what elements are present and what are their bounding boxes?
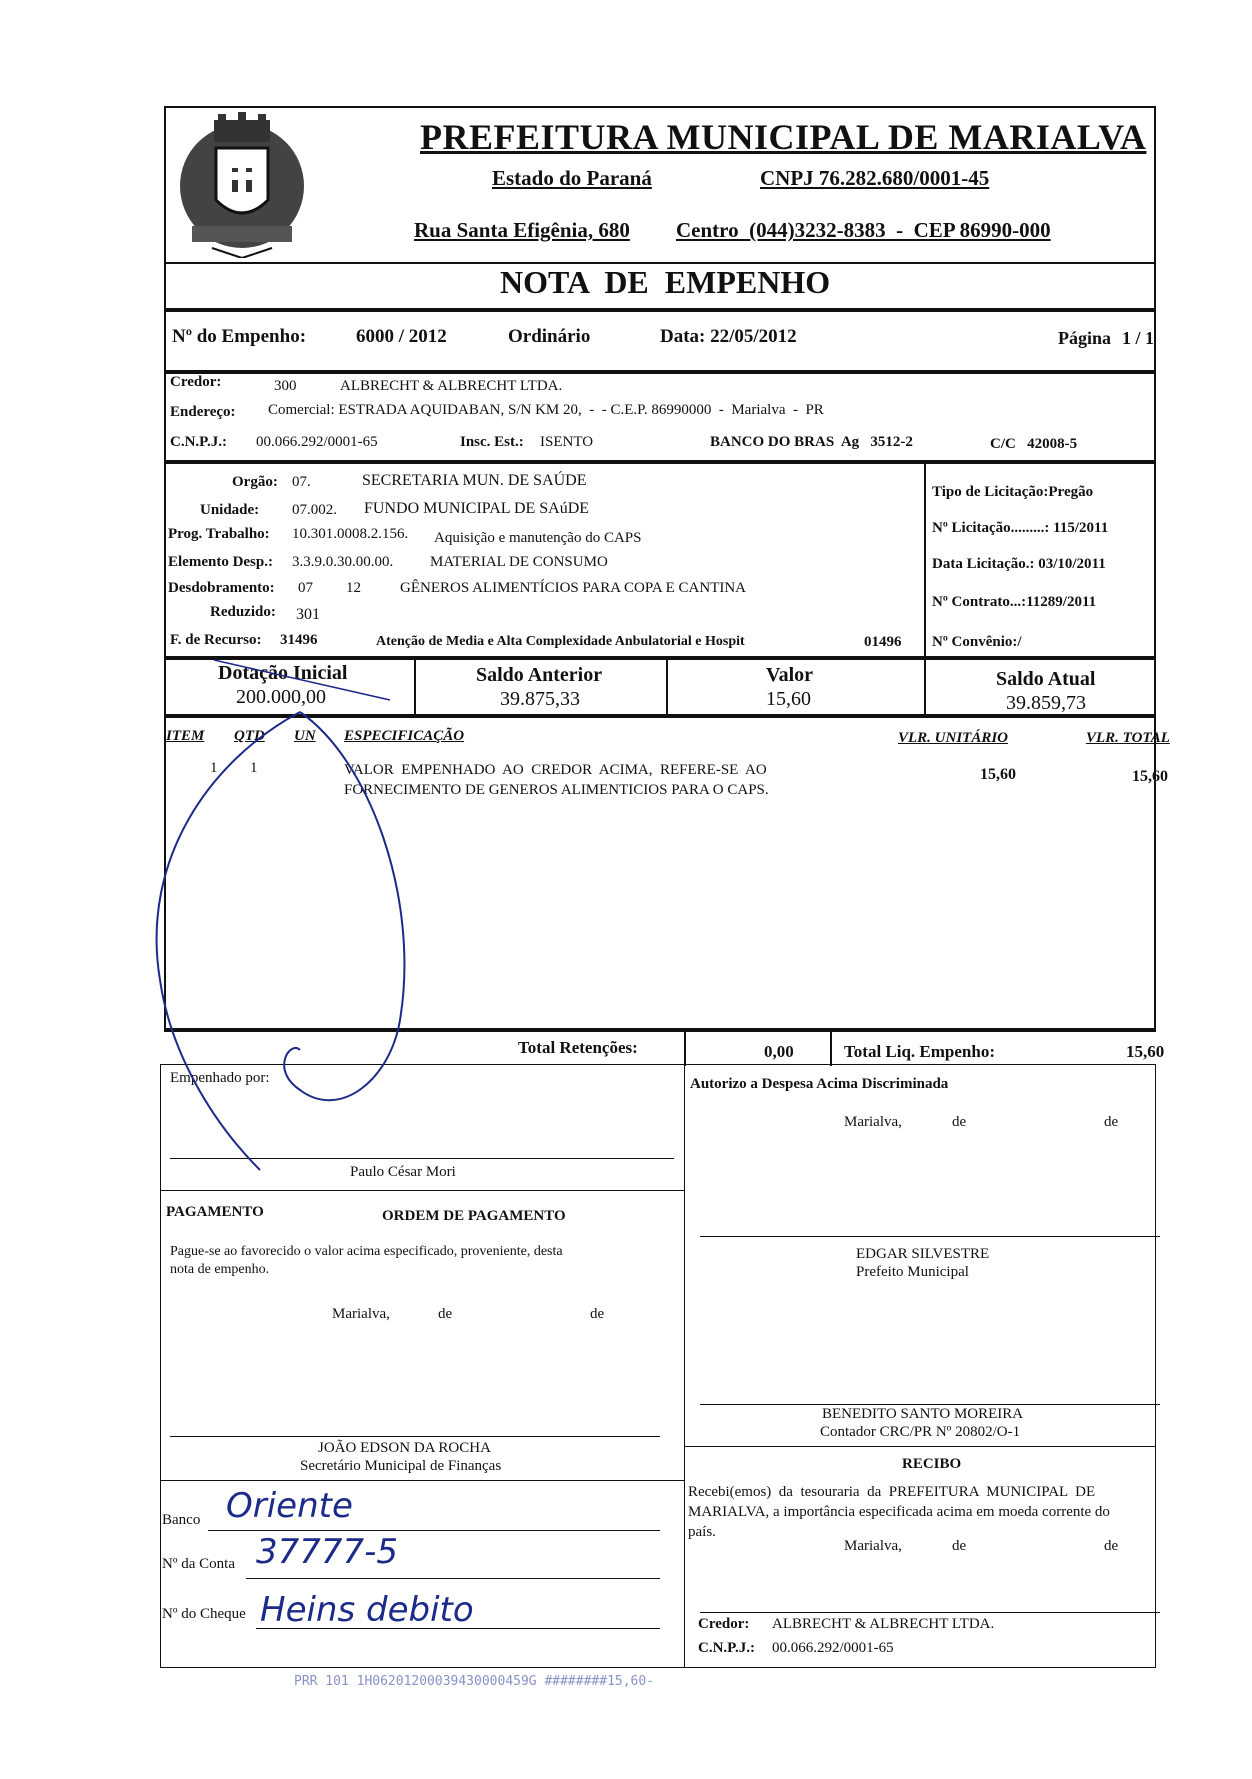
unidade-code: 07.002. [292, 502, 337, 518]
atual-label: Saldo Atual [996, 668, 1096, 690]
prefeitura-cnpj: CNPJ 76.282.680/0001-45 [760, 166, 990, 190]
recibo-text-1: Recebi(emos) da tesouraria da PREFEITURA MUNICIPAL DE [688, 1484, 1096, 1500]
pagamento-text-2: nota de empenho. [170, 1262, 270, 1277]
banco-label: Banco [162, 1512, 201, 1528]
col-qtd: QTD [234, 728, 265, 744]
credor-cnpj: 00.066.292/0001-65 [256, 434, 378, 450]
totals-top [164, 1030, 1156, 1032]
conta-line [246, 1578, 660, 1579]
orgao-name: SECRETARIA MUN. DE SAÚDE [362, 472, 587, 489]
elem-label: Elemento Desp.: [168, 554, 273, 570]
empenho-label: Nº do Empenho: [172, 326, 307, 347]
credor-endereco: Comercial: ESTRADA AQUIDABAN, S/N KM 20, - - C.E.P. 86990000 - Marialva - PR [268, 402, 824, 418]
recibo-top [684, 1446, 1156, 1447]
recibo-cnpj: 00.066.292/0001-65 [772, 1640, 894, 1656]
rec-label: F. de Recurso: [170, 632, 262, 648]
licitacao-convenio: Nº Convênio:/ [932, 634, 1022, 650]
contador-role: Contador CRC/PR Nº 20802/O-1 [820, 1424, 1021, 1440]
col-unit: VLR. UNITÁRIO [898, 730, 1009, 746]
pagamento-de-1: de [438, 1306, 453, 1322]
licitacao-data: Data Licitação.: 03/10/2011 [932, 556, 1106, 572]
empenhado-signature-line [170, 1158, 674, 1159]
licitacao-divider [924, 462, 926, 658]
row-total: 15,60 [1132, 768, 1168, 785]
pagamento-de-2: de [590, 1306, 605, 1322]
credor-cc: C/C 42008-5 [990, 436, 1078, 452]
col-spec: ESPECIFICAÇÃO [344, 728, 465, 744]
secretario-role: Secretário Municipal de Finanças [300, 1458, 502, 1474]
recibo-credor: ALBRECHT & ALBRECHT LTDA. [772, 1616, 995, 1632]
empenho-type: Ordinário [508, 326, 591, 347]
red-label: Reduzido: [210, 604, 276, 620]
orgao-label: Orgão: [232, 474, 278, 490]
credor-banco: BANCO DO BRAS Ag 3512-2 [710, 434, 913, 450]
prog-label: Prog. Trabalho: [168, 526, 270, 542]
coat-of-arms-logo [172, 108, 312, 258]
insc-label: Insc. Est.: [460, 434, 524, 450]
contador-name: BENEDITO SANTO MOREIRA [822, 1406, 1024, 1422]
recibo-de-2: de [1104, 1538, 1119, 1554]
prefeitura-address: Rua Santa Efigênia, 680 [414, 218, 630, 242]
cheque-handwritten: Heins debito [260, 1590, 474, 1630]
recibo-cnpj-label: C.N.P.J.: [698, 1640, 755, 1656]
row-qtd: 1 [250, 760, 258, 776]
desd-label: Desdobramento: [168, 580, 275, 596]
licitacao-numero: Nº Licitação.........: 115/2011 [932, 520, 1109, 536]
secretario-signature-line [170, 1436, 660, 1437]
recibo-credor-label: Credor: [698, 1616, 750, 1632]
row-spec-1: VALOR EMPENHADO AO CREDOR ACIMA, REFERE-SE AO [344, 762, 767, 778]
endereco-label: Endereço: [170, 404, 236, 420]
doc-title: NOTA DE EMPENHO [500, 264, 831, 300]
pagamento-text-1: Pague-se ao favorecido o valor acima especificado, proveniente, desta [170, 1244, 563, 1259]
totals-div-1 [684, 1030, 686, 1066]
credor-code: 300 [274, 378, 297, 394]
prefeitura-title: PREFEITURA MUNICIPAL DE MARIALVA [420, 117, 1147, 157]
credor-insc: ISENTO [540, 434, 594, 450]
autorizo-signature-line [700, 1236, 1160, 1237]
valor-label: Valor [766, 664, 814, 686]
orgao-code: 07. [292, 474, 311, 490]
empenho-date: Data: 22/05/2012 [660, 326, 797, 347]
pagamento-top [160, 1190, 684, 1191]
conta-label: Nº da Conta [162, 1556, 235, 1572]
liq-value: 15,60 [1126, 1042, 1165, 1061]
contador-signature-line [700, 1404, 1160, 1405]
autorizo-title: Autorizo a Despesa Acima Discriminada [690, 1076, 949, 1092]
recibo-title: RECIBO [902, 1456, 962, 1472]
prefeitura-contact: Centro (044)3232-8383 - CEP 86990-000 [676, 218, 1051, 242]
atual-value: 39.859,73 [1006, 692, 1086, 714]
licitacao-contrato: Nº Contrato...:11289/2011 [932, 594, 1097, 610]
footer-code: PRR 101 1H06201200039430000459G ########15,60- [294, 1674, 655, 1689]
saldo-divider-3 [924, 658, 926, 716]
empenhado-label: Empenhado por: [170, 1070, 270, 1086]
prog-name: Aquisição e manutenção do CAPS [434, 530, 642, 546]
recibo-text-3: país. [688, 1524, 716, 1540]
pagamento-label: PAGAMENTO [166, 1204, 264, 1220]
autorizo-de-1: de [952, 1114, 967, 1130]
cheque-label: Nº do Cheque [162, 1606, 246, 1622]
banco-handwritten: Oriente [226, 1486, 353, 1526]
retencoes-label: Total Retenções: [518, 1038, 638, 1057]
anterior-label: Saldo Anterior [476, 664, 603, 686]
row-item: 1 [210, 760, 218, 776]
totals-div-2 [830, 1030, 832, 1066]
rec-name: Atenção de Media e Alta Complexidade Anbulatorial e Hospit [376, 634, 745, 649]
col-total: VLR. TOTAL [1086, 730, 1170, 746]
empenho-number: 6000 / 2012 [356, 326, 447, 347]
recibo-de-1: de [952, 1538, 967, 1554]
saldo-divider-2 [666, 658, 668, 716]
col-un: UN [294, 728, 316, 744]
recibo-city: Marialva, [844, 1538, 902, 1554]
liq-label: Total Liq. Empenho: [844, 1042, 995, 1061]
recibo-signature-line [700, 1612, 1160, 1613]
unidade-name: FUNDO MUNICIPAL DE SAúDE [364, 500, 590, 517]
red-value: 301 [296, 606, 320, 623]
licitacao-tipo: Tipo de Licitação:Pregão [932, 484, 1094, 500]
empenhado-name: Paulo César Mori [350, 1164, 456, 1180]
desd-name: GÊNEROS ALIMENTÍCIOS PARA COPA E CANTINA [400, 580, 747, 596]
rec-code: 31496 [280, 632, 318, 648]
anterior-value: 39.875,33 [500, 688, 580, 710]
banco-line [208, 1530, 660, 1531]
pagamento-bottom [160, 1480, 684, 1481]
lower-center-divider [684, 1064, 685, 1668]
saldo-divider-1 [414, 658, 416, 716]
elem-code: 3.3.9.0.30.00.00. [292, 554, 394, 570]
autorizo-de-2: de [1104, 1114, 1119, 1130]
state-name: Estado do Paraná [492, 166, 652, 190]
prog-code: 10.301.0008.2.156. [292, 526, 409, 542]
retencoes-value: 0,00 [764, 1042, 794, 1061]
credor-name: ALBRECHT & ALBRECHT LTDA. [340, 378, 563, 394]
page-label: Página [1058, 328, 1112, 348]
prefeito-name: EDGAR SILVESTRE [856, 1246, 990, 1262]
elem-name: MATERIAL DE CONSUMO [430, 554, 608, 570]
col-item: ITEM [166, 728, 205, 744]
page-number: 1 / 1 [1122, 328, 1155, 348]
desd-code2: 12 [346, 580, 361, 596]
credor-label: Credor: [170, 374, 222, 390]
autorizo-city: Marialva, [844, 1114, 902, 1130]
pagamento-city: Marialva, [332, 1306, 390, 1322]
prefeito-role: Prefeito Municipal [856, 1264, 969, 1280]
rec-code2: 01496 [864, 634, 902, 650]
valor-value: 15,60 [766, 688, 811, 710]
dotacao-value: 200.000,00 [236, 686, 326, 708]
unidade-label: Unidade: [200, 502, 260, 518]
row-spec-2: FORNECIMENTO DE GENEROS ALIMENTICIOS PARA O CAPS. [344, 782, 769, 798]
recibo-text-2: MARIALVA, a importância especificada acima em moeda corrente do [688, 1504, 1110, 1520]
conta-handwritten: 37777-5 [256, 1532, 399, 1572]
row-unit: 15,60 [980, 766, 1016, 783]
ordem-label: ORDEM DE PAGAMENTO [382, 1208, 566, 1224]
secretario-name: JOÃO EDSON DA ROCHA [318, 1440, 491, 1456]
desd-code: 07 [298, 580, 313, 596]
dotacao-label: Dotação Inicial [218, 662, 348, 684]
cnpj-label: C.N.P.J.: [170, 434, 227, 450]
